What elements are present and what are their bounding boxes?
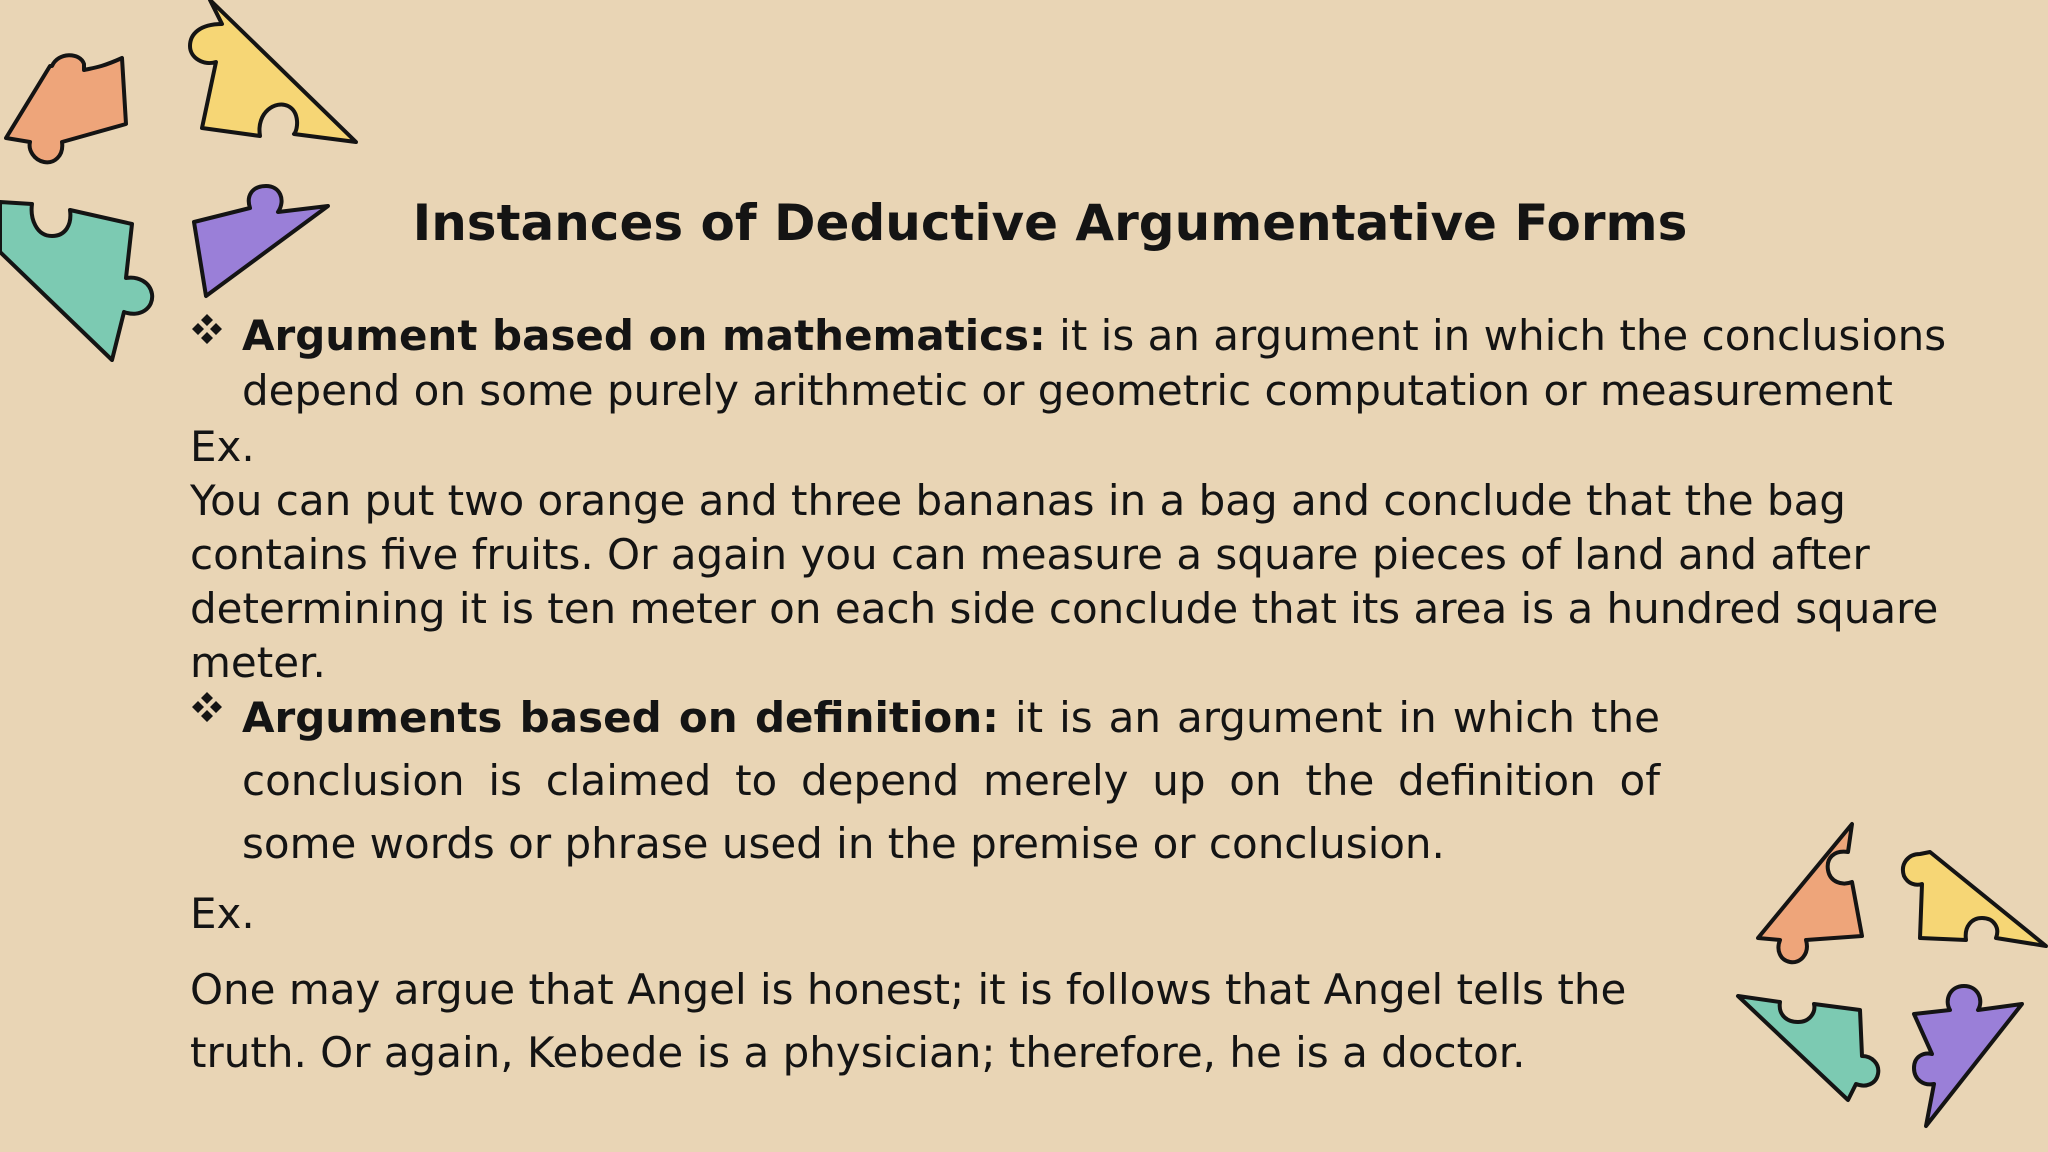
example-label: Ex.: [190, 422, 255, 471]
bullet-term: Arguments based on definition:: [242, 693, 999, 742]
bullet-text: [242, 686, 1660, 875]
puzzle-piece-icon: [1736, 986, 1886, 1106]
bullet-item: [190, 308, 1950, 418]
bullet-definition: it is an argument in which the conclusions depend on some purely arithmetic or geometric computation or measurement: [242, 311, 1947, 415]
puzzle-piece-icon: [1896, 848, 2048, 948]
puzzle-piece-icon: [0, 50, 140, 170]
puzzle-piece-icon: [170, 0, 370, 150]
bullet-item: [190, 686, 1660, 875]
example-label: Ex.: [190, 889, 255, 938]
example-text: You can put two orange and three bananas in a bag and conclude that the bag contains five fruits. Or again you can measure a square pieces of land and after determining it is ten meter on each side conclude that its area is a hundred square meter.: [190, 476, 1939, 687]
bullet-text: [242, 308, 1950, 418]
bullet-term: Argument based on mathematics:: [242, 311, 1046, 360]
diamond-bullet-icon: [190, 690, 224, 724]
diamond-bullet-icon: [190, 312, 224, 346]
slide-title: Instances of Deductive Argumentative Forms: [412, 194, 1688, 252]
puzzle-piece-icon: [1756, 822, 1866, 967]
example-text: One may argue that Angel is honest; it is follows that Angel tells the truth. Or again, Kebede is a physician; therefore, he is a doctor.: [190, 965, 1627, 1077]
bullet-definition: it is an argument in which the conclusion is claimed to depend merely up on the definition of some words or phrase used in the premise or conclusion.: [242, 693, 1660, 868]
puzzle-piece-icon: [1910, 980, 2030, 1130]
